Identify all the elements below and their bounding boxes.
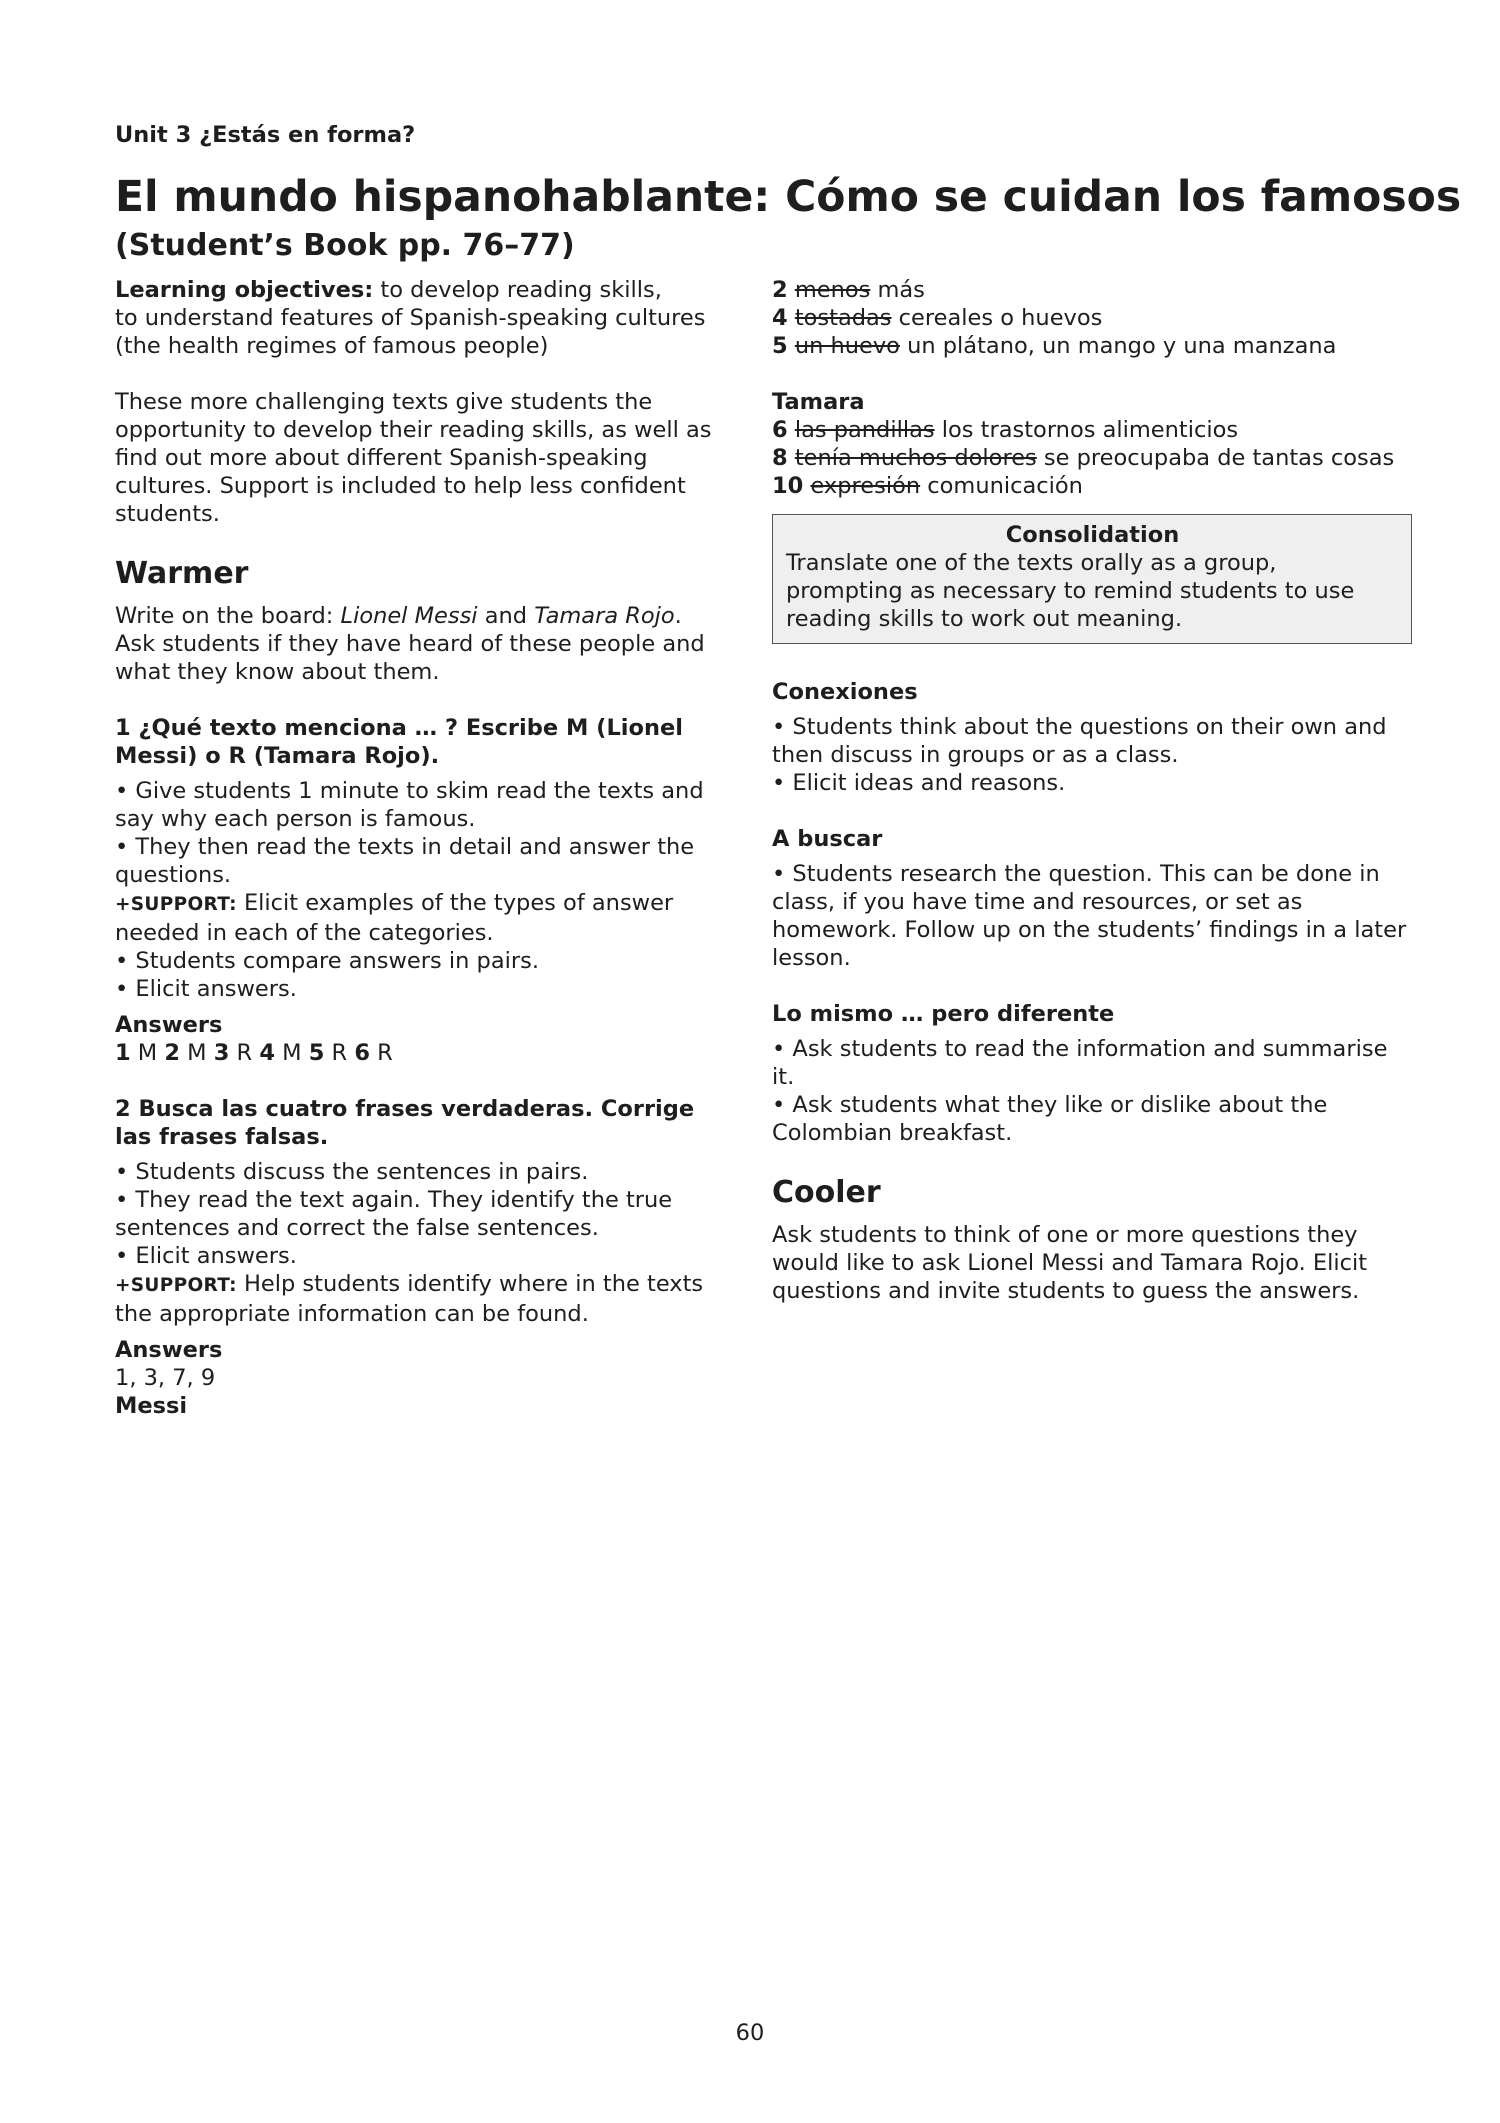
answer-value: M [275,1040,309,1066]
page-number: 60 [735,2020,765,2046]
exercise-1-bullet-3: • Students compare answers in pairs. [115,948,539,974]
answer-number: 4 [259,1040,276,1066]
messi-correction [772,276,1412,304]
answer-value: R [324,1040,355,1066]
support-tag: +SUPPORT: [115,1275,237,1296]
correction-right: se preocupaba de tantas cosas [1036,445,1395,471]
consolidation-text: Translate one of the texts orally as a group, prompting as necessary to remind students to use reading skills to work out meaning. [786,550,1355,632]
messi-label: Messi [115,1393,188,1419]
warmer-text-and: and [477,603,535,629]
exercise-1-heading: 1 ¿Qué texto menciona … ? Escribe M (Lionel Messi) o R (Tamara Rojo). [115,715,683,769]
tamara-correction [772,416,1412,444]
correction-number: 8 [772,445,788,471]
conexiones-bullet-2: • Elicit ideas and reasons. [772,770,1066,796]
answer-number: 5 [308,1040,325,1066]
correction-number: 4 [772,305,788,331]
tamara-label: Tamara [772,389,865,415]
correction-number: 2 [772,277,788,303]
answer-value: R [370,1040,393,1066]
left-column [115,276,735,1420]
conexiones-heading: Conexiones [772,679,918,705]
correction-number: 6 [772,417,788,443]
correction-wrong: menos [794,277,871,303]
exercise-1-bullet-4: • Elicit answers. [115,976,297,1002]
messi-correction [772,304,1412,332]
exercise-2-heading: 2 Busca las cuatro frases verdaderas. Corrige las frases falsas. [115,1096,695,1150]
support-text: Elicit examples of the types of answer needed in each of the categories. [115,890,674,946]
correction-number: 5 [772,333,788,359]
exercise-2-support [115,1270,735,1328]
learning-objectives [115,276,735,360]
lomismo-bullet-2: • Ask students what they like or dislike about the Colombian breakfast. [772,1092,1328,1146]
tamara-correction [772,444,1412,472]
exercise-1-bullet-1: • Give students 1 minute to skim read the texts and say why each person is famous. [115,778,704,832]
answer-value: M [130,1040,165,1066]
exercise-2-answers: 1, 3, 7, 9 [115,1365,216,1391]
consolidation-title: Consolidation [1005,522,1180,548]
correction-right: cereales o huevos [891,305,1103,331]
answer-number: 3 [213,1040,230,1066]
support-text: Help students identify where in the texts the appropriate information can be found. [115,1271,704,1327]
warmer-name-messi: Lionel Messi [340,603,478,629]
page-subtitle: (Student’s Book pp. 76–77) [115,228,575,263]
messi-correction [772,332,1412,360]
exercise-2-answers-label: Answers [115,1337,223,1363]
consolidation-box [772,514,1412,644]
correction-wrong: expresión [810,473,921,499]
warmer-text-a: Write on the board: [115,603,341,629]
correction-right: un plátano, un mango y una manzana [899,333,1337,359]
lomismo-bullet-1: • Ask students to read the information and summarise it. [772,1036,1388,1090]
answer-number: 1 [115,1040,131,1066]
correction-wrong: un huevo [794,333,900,359]
conexiones-bullet-1: • Students think about the questions on their own and then discuss in groups or as a class. [772,714,1387,768]
cooler-heading: Cooler [772,1175,881,1210]
warmer-text-end: . [674,603,682,629]
objectives-text-3: (the health regimes of famous people) [115,333,549,359]
correction-right: los trastornos alimenticios [934,417,1239,443]
right-column [772,276,1412,1305]
intro-paragraph: These more challenging texts give students the opportunity to develop their reading skills, as well as find out more about different Spanish-speaking cultures. Support is included to help less confident students. [115,389,712,527]
correction-wrong: las pandillas [794,417,935,443]
answer-number: 6 [354,1040,370,1066]
answer-value: R [229,1040,260,1066]
exercise-1-bullet-2: • They then read the texts in detail and answer the questions. [115,834,695,888]
objectives-label: Learning objectives: [115,277,374,303]
warmer-paragraph-1 [115,602,735,630]
correction-number: 10 [772,473,804,499]
abuscar-heading: A buscar [772,826,883,852]
correction-right: más [870,277,925,303]
cooler-text: Ask students to think of one or more questions they would like to ask Lionel Messi and Tamara Rojo. Elicit questions and invite students to guess the answers. [772,1222,1368,1304]
answer-number: 2 [164,1040,181,1066]
page-title: El mundo hispanohablante: Cómo se cuidan los famosos [115,173,1462,222]
warmer-name-rojo: Tamara Rojo [534,603,675,629]
abuscar-bullet-1: • Students research the question. This can be done in class, if you have time and resources, or set as homework. Follow up on the students’ findings in a later lesson. [772,861,1407,971]
exercise-1-answers [115,1039,735,1067]
lomismo-heading: Lo mismo … pero diferente [772,1001,1115,1027]
answer-value: M [180,1040,214,1066]
tamara-correction [772,472,1412,500]
exercise-1-support [115,889,735,947]
correction-right: comunicación [920,473,1083,499]
objectives-text-2: to understand features of Spanish-speaking cultures [115,305,706,331]
correction-wrong: tostadas [794,305,892,331]
warmer-paragraph-2: Ask students if they have heard of these people and what they know about them. [115,631,705,685]
exercise-2-bullet-2: • They read the text again. They identify the true sentences and correct the false sentences. [115,1187,673,1241]
exercise-2-bullet-1: • Students discuss the sentences in pairs. [115,1159,589,1185]
support-tag: +SUPPORT: [115,894,237,915]
exercise-2-bullet-3: • Elicit answers. [115,1243,297,1269]
unit-label: Unit 3 ¿Estás en forma? [115,122,416,148]
objectives-text-1: to develop reading skills, [373,277,662,303]
correction-wrong: tenía muchos dolores [794,445,1037,471]
warmer-heading: Warmer [115,556,249,591]
exercise-1-answers-label: Answers [115,1012,223,1038]
